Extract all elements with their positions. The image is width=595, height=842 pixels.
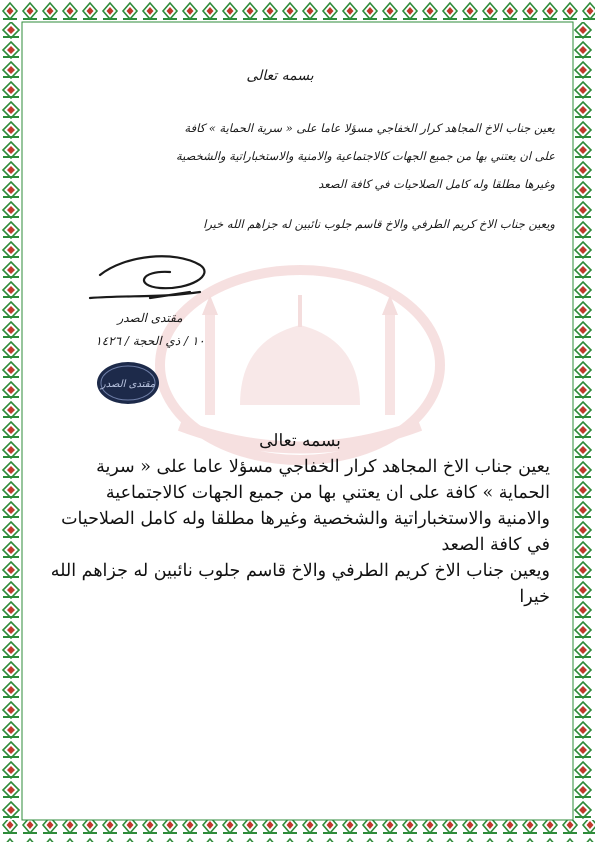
handwritten-heading: بسمه تعالى (246, 68, 314, 84)
official-seal (95, 360, 161, 406)
typed-heading: بسمه تعالى (259, 431, 341, 451)
signer-title: مقتدى الصدر (117, 311, 183, 325)
signature (90, 256, 204, 298)
handwritten-line-3: وغيرها مطلقا وله كامل الصلاحيات في كافة الصعد (318, 177, 555, 191)
typed-paragraph-1: يعين جناب الاخ المجاهد كرار الخفاجي مسؤلا عاما على « سرية الحماية » كافة على ان يعتني بها من جميع الجهات كالاجتماعية والامنية والاستخباراتية والشخصية وغيرها مطلقا وله كامل الصلاحيات في كافة الصعد (61, 457, 550, 555)
typed-transcription (50, 430, 550, 610)
handwritten-line-4: ويعين جناب الاخ كريم الطرفي والاخ قاسم جلوب نائبين له جزاهم الله خيرا (203, 217, 555, 231)
typed-paragraph-2: ويعين جناب الاخ كريم الطرفي والاخ قاسم جلوب نائبين له جزاهم الله خيرا (50, 561, 550, 607)
handwritten-line-1: يعين جناب الاخ المجاهد كرار الخفاجي مسؤلا عاما على « سرية الحماية » كافة (184, 121, 555, 135)
seal-text: مقتدى الصدر (100, 379, 156, 390)
signature-date: ١٠ / ذي الحجة / ١٤٢٦ (95, 334, 205, 348)
handwritten-line-2: على ان يعتني بها من جميع الجهات كالاجتماعية والامنية والاستخباراتية والشخصية (175, 149, 555, 163)
